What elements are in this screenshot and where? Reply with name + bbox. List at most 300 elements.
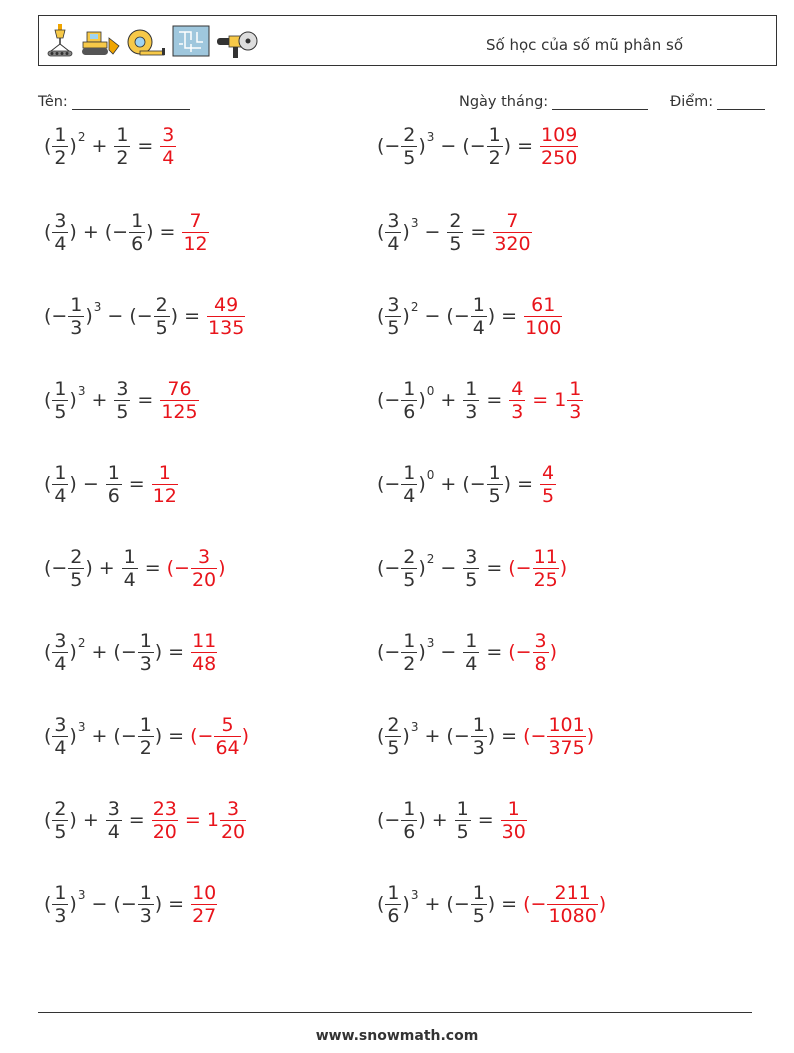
fraction	[138, 882, 154, 927]
denominator: 3	[511, 400, 524, 423]
denominator: 100	[525, 316, 562, 339]
numerator: 1	[139, 881, 152, 904]
fraction	[52, 124, 68, 169]
paren: )	[418, 557, 426, 579]
paren-fraction	[377, 294, 410, 339]
exponent: 3	[77, 720, 86, 734]
paren: (−	[44, 305, 68, 327]
paren: )	[418, 809, 426, 831]
equals-sign: =	[486, 389, 503, 411]
paren-fraction	[44, 378, 77, 423]
numerator: 1	[158, 461, 171, 484]
paren-fraction	[44, 798, 77, 843]
numerator: 1	[139, 629, 152, 652]
denominator: 6	[107, 484, 120, 507]
fraction	[471, 294, 487, 339]
numerator: 1	[456, 797, 469, 820]
fraction	[138, 630, 154, 675]
paren-fraction	[377, 882, 410, 927]
fraction	[52, 882, 68, 927]
denominator: 3	[569, 400, 582, 423]
paren-fraction	[446, 714, 495, 759]
paren: )	[69, 135, 77, 157]
mixed-number-part: = 1	[532, 389, 567, 411]
denominator: 5	[70, 568, 83, 591]
paren: (	[44, 641, 52, 663]
paren: )	[402, 305, 410, 327]
paren: )	[586, 725, 595, 747]
operator: −	[440, 557, 457, 579]
fraction	[401, 462, 417, 507]
operator: +	[440, 473, 457, 495]
operator: −	[82, 473, 99, 495]
operator: +	[91, 389, 108, 411]
denominator: 2	[488, 146, 501, 169]
operator: +	[82, 221, 99, 243]
fraction	[68, 294, 84, 339]
paren-fraction	[462, 462, 511, 507]
paren-fraction	[44, 546, 93, 591]
numerator: 3	[162, 123, 175, 146]
denominator: 2	[54, 146, 67, 169]
paren: (−	[377, 809, 401, 831]
paren-fraction	[44, 882, 77, 927]
denominator: 3	[139, 652, 152, 675]
angle-grinder-icon	[215, 24, 259, 60]
paren: )	[218, 557, 226, 579]
fraction	[487, 462, 503, 507]
paren-fraction	[377, 630, 426, 675]
fraction	[152, 798, 178, 843]
paren: (−	[462, 135, 486, 157]
problem-item	[377, 204, 533, 260]
paren-fraction	[377, 124, 426, 169]
fraction	[52, 630, 68, 675]
paren-fraction	[44, 462, 77, 507]
fraction	[122, 546, 138, 591]
denominator: 4	[54, 484, 67, 507]
numerator: 3	[198, 545, 211, 568]
exponent: 3	[77, 384, 86, 398]
problem-item	[377, 456, 557, 512]
problem-item	[44, 456, 179, 512]
fraction	[182, 210, 208, 255]
numerator: 3	[465, 545, 478, 568]
operator: +	[424, 725, 441, 747]
paren-fraction	[377, 378, 426, 423]
name-blank	[72, 94, 190, 110]
equals-sign: =	[501, 305, 518, 327]
equals-sign: =	[168, 725, 185, 747]
paren: )	[69, 473, 77, 495]
footer-url: www.snowmath.com	[315, 1028, 479, 1044]
fraction	[191, 882, 217, 927]
exponent: 2	[426, 552, 435, 566]
equals-sign: =	[168, 893, 185, 915]
denominator: 6	[131, 232, 144, 255]
numerator: 2	[155, 293, 168, 316]
crane-icon	[45, 24, 75, 60]
fraction	[401, 630, 417, 675]
paren: )	[69, 641, 77, 663]
fraction	[52, 714, 68, 759]
paren: (	[44, 135, 52, 157]
operator: −	[107, 305, 124, 327]
denominator: 12	[152, 484, 177, 507]
denominator: 2	[403, 652, 416, 675]
paren: )	[69, 725, 77, 747]
paren-fraction	[377, 798, 426, 843]
fraction	[68, 546, 84, 591]
operator: −	[424, 221, 441, 243]
fraction	[129, 210, 145, 255]
answer	[523, 882, 606, 927]
paren-fraction	[377, 546, 426, 591]
numerator: 2	[54, 797, 67, 820]
answer	[508, 630, 557, 675]
denominator: 5	[403, 568, 416, 591]
fraction	[191, 546, 217, 591]
fraction	[463, 546, 479, 591]
denominator: 6	[387, 904, 400, 927]
numerator: 1	[465, 629, 478, 652]
operator: +	[440, 389, 457, 411]
fraction	[540, 124, 578, 169]
denominator: 4	[54, 232, 67, 255]
paren-fraction	[44, 124, 77, 169]
date-field	[459, 94, 648, 110]
exponent: 3	[410, 720, 419, 734]
paren: (−	[377, 135, 401, 157]
problem-item	[44, 372, 200, 428]
paren: (	[377, 893, 385, 915]
paren: (−	[446, 725, 470, 747]
numerator: 1	[403, 629, 416, 652]
equals-sign: =	[477, 809, 494, 831]
problem-item	[377, 624, 557, 680]
denominator: 12	[183, 232, 208, 255]
fraction	[509, 378, 525, 423]
paren: )	[402, 893, 410, 915]
fraction	[533, 630, 549, 675]
exponent: 3	[426, 130, 435, 144]
fraction	[547, 714, 585, 759]
numerator: 3	[54, 629, 67, 652]
score-blank	[717, 94, 765, 110]
denominator: 2	[139, 736, 152, 759]
numerator: 1	[403, 797, 416, 820]
denominator: 4	[403, 484, 416, 507]
answer	[190, 714, 249, 759]
fraction	[547, 882, 597, 927]
paren-fraction	[377, 462, 426, 507]
exponent: 0	[426, 468, 435, 482]
paren: )	[487, 725, 496, 747]
numerator: 211	[554, 881, 591, 904]
problem-item	[377, 708, 594, 764]
fraction	[401, 798, 417, 843]
tape-measure-icon	[125, 24, 167, 60]
answer	[159, 124, 177, 169]
numerator: 109	[541, 123, 578, 146]
numerator: 2	[449, 209, 462, 232]
equals-sign: =	[470, 221, 487, 243]
fraction	[106, 462, 122, 507]
paren: (	[44, 725, 52, 747]
paren: (−	[462, 473, 486, 495]
fraction	[533, 546, 559, 591]
denominator: 5	[155, 316, 168, 339]
exponent: 3	[426, 636, 435, 650]
fraction	[385, 294, 401, 339]
denominator: 5	[449, 232, 462, 255]
numerator: 2	[403, 545, 416, 568]
numerator: 7	[506, 209, 519, 232]
denominator: 4	[387, 232, 400, 255]
paren: (	[377, 725, 385, 747]
paren: )	[154, 725, 163, 747]
fraction	[471, 882, 487, 927]
paren: (−	[190, 725, 214, 747]
numerator: 101	[548, 713, 585, 736]
blueprint-icon	[171, 24, 211, 60]
exponent: 3	[410, 216, 419, 230]
numerator: 1	[488, 461, 501, 484]
denominator: 5	[387, 316, 400, 339]
denominator: 320	[494, 232, 531, 255]
operator: +	[91, 135, 108, 157]
denominator: 135	[208, 316, 245, 339]
numerator: 1	[507, 797, 520, 820]
paren: )	[69, 221, 77, 243]
answer	[190, 630, 218, 675]
denominator: 5	[488, 484, 501, 507]
problem-item	[377, 792, 528, 848]
fraction	[447, 210, 463, 255]
equals-sign: =	[128, 809, 145, 831]
numerator: 1	[472, 293, 485, 316]
paren: )	[146, 221, 154, 243]
paren-fraction	[44, 630, 77, 675]
fraction	[114, 124, 130, 169]
fraction	[138, 714, 154, 759]
equals-sign: =	[501, 893, 518, 915]
paren: )	[241, 725, 250, 747]
bulldozer-icon	[79, 24, 121, 60]
numerator: 1	[403, 377, 416, 400]
paren-fraction	[113, 714, 162, 759]
paren: )	[418, 135, 426, 157]
numerator: 23	[152, 797, 177, 820]
numerator: 5	[221, 713, 234, 736]
date-label: Ngày tháng:	[459, 94, 549, 110]
paren: (−	[508, 641, 532, 663]
paren: )	[85, 305, 93, 327]
paren: )	[503, 135, 512, 157]
fraction	[487, 124, 503, 169]
denominator: 4	[54, 736, 67, 759]
mixed-number-part: = 1	[184, 809, 219, 831]
numerator: 3	[107, 797, 120, 820]
exponent: 2	[410, 300, 419, 314]
operator: +	[98, 557, 115, 579]
header-box	[38, 15, 777, 66]
fraction	[52, 798, 68, 843]
numerator: 11	[192, 629, 217, 652]
denominator: 3	[472, 736, 485, 759]
paren: )	[170, 305, 179, 327]
answer	[167, 546, 226, 591]
name-label: Tên:	[38, 94, 68, 110]
numerator: 11	[533, 545, 558, 568]
exponent: 3	[410, 888, 419, 902]
paren-fraction	[446, 294, 495, 339]
fraction	[493, 210, 531, 255]
paren: (	[377, 305, 385, 327]
equals-sign: =	[486, 641, 503, 663]
denominator: 5	[54, 820, 67, 843]
operator: −	[440, 641, 457, 663]
paren: (	[44, 389, 52, 411]
paren: )	[418, 641, 426, 663]
paren: )	[418, 473, 426, 495]
worksheet-title: Số học của số mũ phân số	[486, 36, 684, 54]
answer	[190, 882, 218, 927]
answer	[539, 462, 557, 507]
header-icons	[45, 24, 259, 60]
denominator: 20	[220, 820, 246, 843]
operator: −	[91, 893, 108, 915]
operator: +	[82, 809, 99, 831]
problem-item	[377, 540, 567, 596]
paren: (−	[377, 641, 401, 663]
equals-sign: =	[517, 135, 534, 157]
paren: )	[85, 557, 93, 579]
answer	[151, 798, 247, 843]
denominator: 25	[533, 568, 558, 591]
paren: (−	[446, 305, 470, 327]
denominator: 125	[161, 400, 198, 423]
numerator: 1	[139, 713, 152, 736]
numerator: 1	[387, 881, 400, 904]
score-field	[670, 94, 765, 110]
fraction	[385, 210, 401, 255]
paren: (	[44, 809, 52, 831]
paren: (−	[113, 641, 137, 663]
paren: (−	[523, 893, 547, 915]
numerator: 1	[123, 545, 136, 568]
fraction	[401, 124, 417, 169]
paren: )	[402, 725, 410, 747]
problem-item	[44, 624, 218, 680]
paren-fraction	[44, 294, 93, 339]
denominator: 48	[192, 652, 217, 675]
answer	[500, 798, 528, 843]
denominator: 5	[541, 484, 555, 507]
denominator: 5	[403, 146, 416, 169]
paren: )	[402, 221, 410, 243]
denominator: 4	[54, 652, 67, 675]
paren-fraction	[44, 210, 77, 255]
paren: (−	[44, 557, 68, 579]
denominator: 4	[472, 316, 485, 339]
paren-fraction	[377, 210, 410, 255]
answer	[539, 124, 579, 169]
equals-sign: =	[137, 135, 154, 157]
denominator: 8	[534, 652, 547, 675]
paren: )	[598, 893, 607, 915]
exponent: 2	[77, 130, 86, 144]
problem-item	[44, 792, 247, 848]
paren: (−	[113, 725, 137, 747]
answer	[151, 462, 179, 507]
denominator: 375	[548, 736, 585, 759]
equals-sign: =	[517, 473, 534, 495]
numerator: 2	[403, 123, 416, 146]
fraction	[567, 378, 583, 423]
denominator: 2	[116, 146, 129, 169]
equals-sign: =	[137, 389, 154, 411]
paren-fraction	[44, 714, 77, 759]
paren: )	[69, 893, 77, 915]
numerator: 3	[387, 209, 400, 232]
numerator: 2	[70, 545, 83, 568]
footer-divider	[38, 1012, 752, 1013]
problem-item	[44, 118, 177, 174]
equals-sign: =	[501, 725, 518, 747]
operator: +	[91, 641, 108, 663]
operator: +	[431, 809, 448, 831]
numerator: 1	[107, 461, 120, 484]
denominator: 3	[70, 316, 83, 339]
problem-item	[377, 288, 563, 344]
numerator: 3	[54, 209, 67, 232]
fraction	[401, 546, 417, 591]
fraction	[220, 798, 246, 843]
denominator: 4	[123, 568, 136, 591]
numerator: 1	[488, 123, 501, 146]
numerator: 3	[387, 293, 400, 316]
denominator: 3	[139, 904, 152, 927]
fraction	[401, 378, 417, 423]
equals-sign: =	[128, 473, 145, 495]
answer	[523, 714, 594, 759]
denominator: 6	[403, 400, 416, 423]
operator: −	[440, 135, 457, 157]
operator: −	[424, 305, 441, 327]
paren: (−	[377, 389, 401, 411]
answer	[492, 210, 532, 255]
denominator: 5	[116, 400, 129, 423]
numerator: 1	[116, 123, 129, 146]
paren: )	[487, 305, 496, 327]
paren: )	[487, 893, 496, 915]
numerator: 1	[54, 881, 67, 904]
paren: )	[503, 473, 512, 495]
paren: (−	[523, 725, 547, 747]
numerator: 1	[403, 461, 416, 484]
fraction	[501, 798, 527, 843]
fraction	[152, 462, 178, 507]
problem-item	[377, 118, 579, 174]
numerator: 1	[472, 881, 485, 904]
fraction	[52, 210, 68, 255]
paren-fraction	[105, 210, 154, 255]
fraction	[455, 798, 471, 843]
paren: (	[44, 473, 52, 495]
numerator: 2	[387, 713, 400, 736]
fraction	[160, 124, 176, 169]
